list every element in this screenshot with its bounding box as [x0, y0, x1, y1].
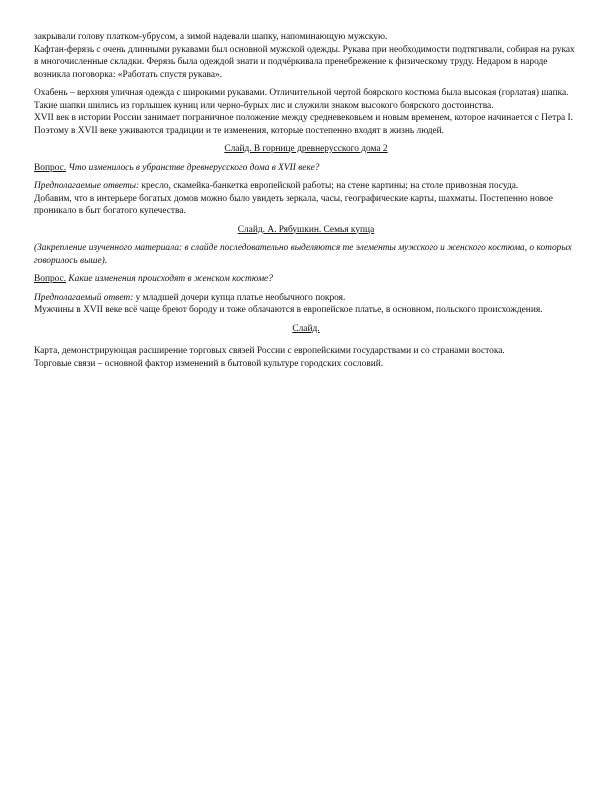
answer-label: Предполагаемые ответы: [34, 181, 140, 191]
answer-interior [34, 180, 578, 193]
question-label: Вопрос. [34, 162, 67, 173]
slide-title-gornitsa [34, 143, 578, 156]
question-text: Что изменилось в убранстве древнерусского дома в XVII веке? [66, 162, 320, 173]
answer-label: Предполагаемый ответ: [34, 292, 134, 303]
question-interior [34, 162, 578, 175]
paragraph-okhaben: Охабень – верхняя уличная одежда с широкими рукавами. Отличительной чертой боярского костюма была высокая (горлатая) шапка. Такие шапки шились из горлышек куниц или черно-бурых лис и служили знаком высокого боярского достоинства. [34, 88, 569, 111]
paragraph-men-17th: Мужчины в XVII веке всё чаще бреют бороду и тоже облачаются в европейское платье, в основном, польского происхождения. [34, 305, 543, 315]
answer-text: кресло, скамейка-банкетка европейской работы; на стене картины; на столе привозная посуда. [139, 181, 519, 191]
question-text: Какие изменения происходят в женском костюме? [66, 274, 273, 284]
document-page [34, 31, 578, 370]
paragraph-17th-century: XVII век в истории России занимает пограничное положение между средневековьем и новым временем, которое начинается с Петра I. Поэтому в XVII веке уживаются традиции и те изменения, которые постепенно входят в жизнь людей. [34, 113, 573, 136]
paragraph-rich-houses: Добавим, что в интерьере богатых домов можно было увидеть зеркала, часы, географические карты, шахматы. Постепенно новое проникало в быт богатого купечества. [34, 193, 553, 216]
question-label: Вопрос. [34, 274, 67, 284]
paragraph-trade: Торговые связи – основной фактор изменений в бытовой культуре городских сословий. [34, 358, 384, 369]
slide-title-ryabushkin-text: Слайд. А. Рябушкин. Семья купца [237, 224, 375, 235]
paragraph-kaftan: Кафтан-ферязь с очень длинными рукавами был основной мужской одежды. Рукава при необходимости подтягивали, собирая на руках в многочисленные складки. Ферязь была одеждой знати и подчёркивала пренебрежение к физическому труду. Недаром в народе возникла поговорка: «Работать спустя рукава». [34, 44, 575, 80]
paragraph-headwear: закрывали голову платком-убрусом, а зимой надевали шапку, напоминающую мужскую. [34, 32, 388, 42]
slide-title-map [34, 323, 578, 336]
paragraph-map: Карта, демонстрирующая расширение торговых связей России с европейскими государствами и со странами востока. [34, 346, 505, 356]
note-consolidation: (Закрепление изученного материала: в слайде последовательно выделяются те элементы мужского и женского костюма, о которых говорилось выше). [34, 243, 572, 266]
slide-title-map-text: Слайд. [292, 323, 320, 334]
answer-text: у младшей дочери купца платье необычного покроя. [133, 292, 346, 303]
answer-womens-costume [34, 292, 578, 305]
slide-title-gornitsa-text: Слайд. В горнице древнерусского дома 2 [224, 144, 388, 154]
question-womens-costume [34, 273, 578, 286]
slide-title-ryabushkin [34, 224, 578, 237]
